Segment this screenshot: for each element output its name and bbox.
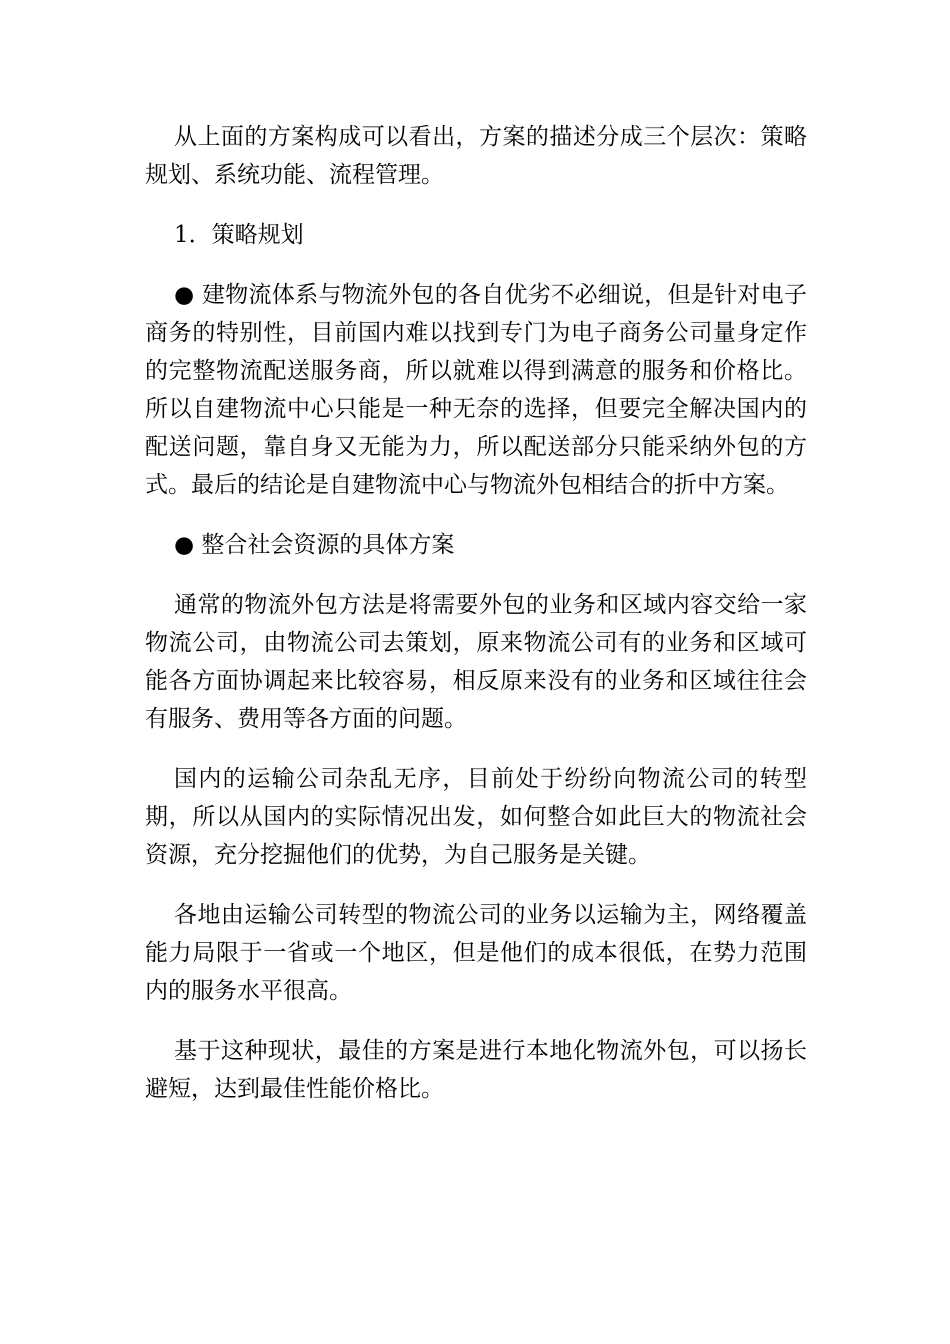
section-heading-strategy: 1．策略规划 — [174, 222, 304, 248]
body-paragraph-outsourcing: 通常的物流外包方法是将需要外包的业务和区域内容交给一家物流公司，由物流公司去策划，原来物流公司有的业务和区域可能各方面协调起来比较容易，相反原来没有的业务和区域往往会有服务、费用等各方面的问题。 — [145, 592, 807, 732]
intro-paragraph: 从上面的方案构成可以看出，方案的描述分成三个层次：策略规划、系统功能、流程管理。 — [145, 124, 807, 188]
bullet-paragraph-logistics: ● 建物流体系与物流外包的各自优劣不必细说，但是针对电子商务的特别性，目前国内难以找到专门为电子商务公司量身定作的完整物流配送服务商，所以就难以得到满意的服务和价格比。所以自建物流中心只能是一种无奈的选择，但要完全解决国内的配送问题，靠自身又无能为力，所以配送部分只能采纳外包的方式。最后的结论是自建物流中心与物流外包相结合的折中方案。 — [145, 282, 807, 498]
body-paragraph-conclusion: 基于这种现状，最佳的方案是进行本地化物流外包，可以扬长避短，达到最佳性能价格比。 — [145, 1038, 807, 1102]
bullet-heading-resources: ● 整合社会资源的具体方案 — [174, 532, 455, 558]
body-paragraph-regional: 各地由运输公司转型的物流公司的业务以运输为主，网络覆盖能力局限于一省或一个地区，但是他们的成本很低，在势力范围内的服务水平很高。 — [145, 902, 807, 1004]
document-body — [145, 118, 807, 1130]
body-paragraph-transport: 国内的运输公司杂乱无序，目前处于纷纷向物流公司的转型期，所以从国内的实际情况出发，如何整合如此巨大的物流社会资源，充分挖掘他们的优势，为自己服务是关键。 — [145, 766, 807, 868]
